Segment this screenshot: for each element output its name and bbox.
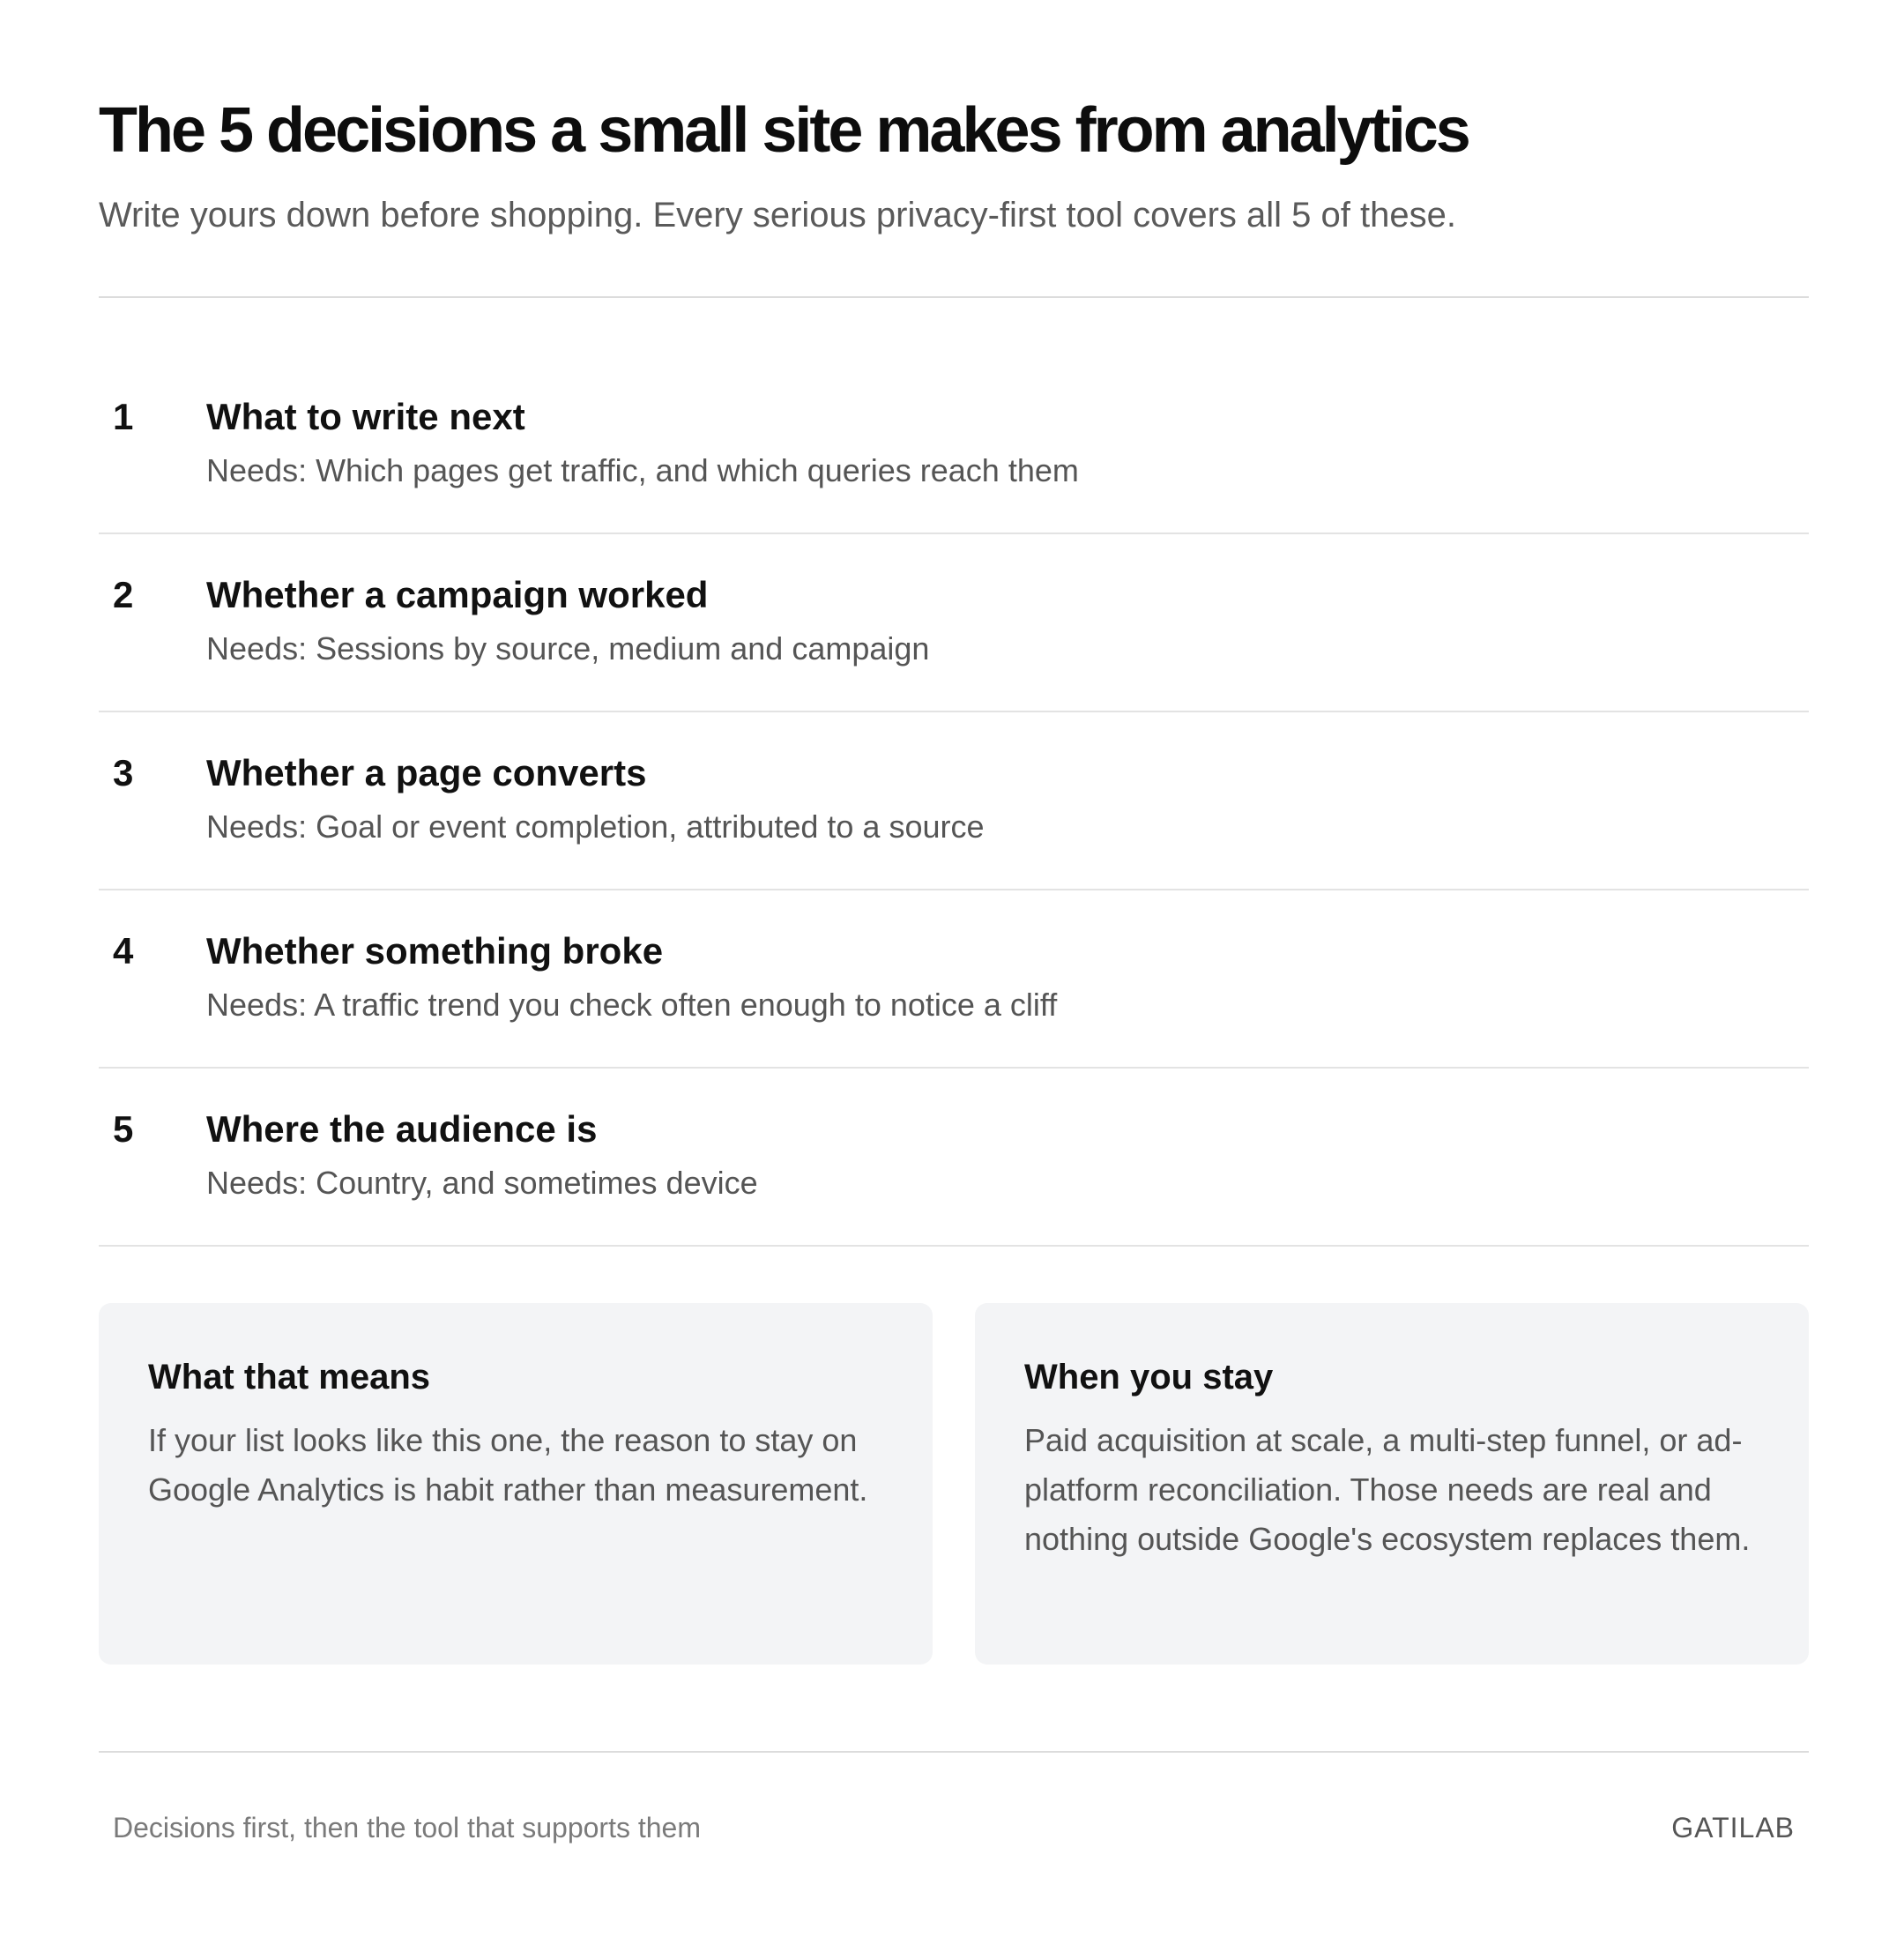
decision-needs: Needs: Sessions by source, medium and campaign	[206, 630, 930, 667]
card-what-that-means	[99, 1303, 933, 1665]
decision-item	[99, 890, 1809, 1069]
bottom-divider	[99, 1751, 1809, 1753]
decision-item	[99, 712, 1809, 890]
decision-list	[99, 356, 1809, 1247]
brand-name: GATILAB	[1671, 1812, 1795, 1844]
decision-item	[99, 534, 1809, 712]
decision-item	[99, 356, 1809, 534]
decision-title: Whether a page converts	[206, 752, 647, 793]
page-title: The 5 decisions a small site makes from analytics	[99, 95, 1469, 166]
decision-needs: Needs: Goal or event completion, attributed to a source	[206, 808, 985, 845]
decision-needs: Needs: A traffic trend you check often enough to notice a cliff	[206, 987, 1058, 1023]
decision-needs: Needs: Country, and sometimes device	[206, 1165, 758, 1201]
decision-number: 2	[113, 574, 134, 615]
decision-title: Whether something broke	[206, 930, 664, 972]
decision-title: Where the audience is	[206, 1108, 598, 1150]
decision-number: 3	[113, 752, 134, 793]
decision-title: Whether a campaign worked	[206, 574, 709, 615]
top-divider	[99, 296, 1809, 298]
card-title: What that means	[148, 1358, 431, 1397]
decision-needs: Needs: Which pages get traffic, and which queries reach them	[206, 452, 1079, 488]
footer-note: Decisions first, then the tool that supports them	[113, 1812, 701, 1844]
decision-number: 1	[113, 396, 134, 437]
decision-item	[99, 1069, 1809, 1247]
card-body: Paid acquisition at scale, a multi-step funnel, or ad-platform reconciliation. Those needs are real and nothing outside Google's ecosystem replaces them.	[1024, 1422, 1751, 1557]
card-when-you-stay	[975, 1303, 1809, 1665]
decision-number: 5	[113, 1108, 134, 1150]
card-title: When you stay	[1024, 1358, 1274, 1397]
summary-cards	[99, 1303, 1809, 1665]
page-subtitle: Write yours down before shopping. Every serious privacy-first tool covers all 5 of these.	[99, 196, 1456, 235]
card-body: If your list looks like this one, the reason to stay on Google Analytics is habit rather than measurement.	[148, 1422, 868, 1508]
decision-number: 4	[113, 930, 134, 972]
decision-title: What to write next	[206, 396, 525, 437]
